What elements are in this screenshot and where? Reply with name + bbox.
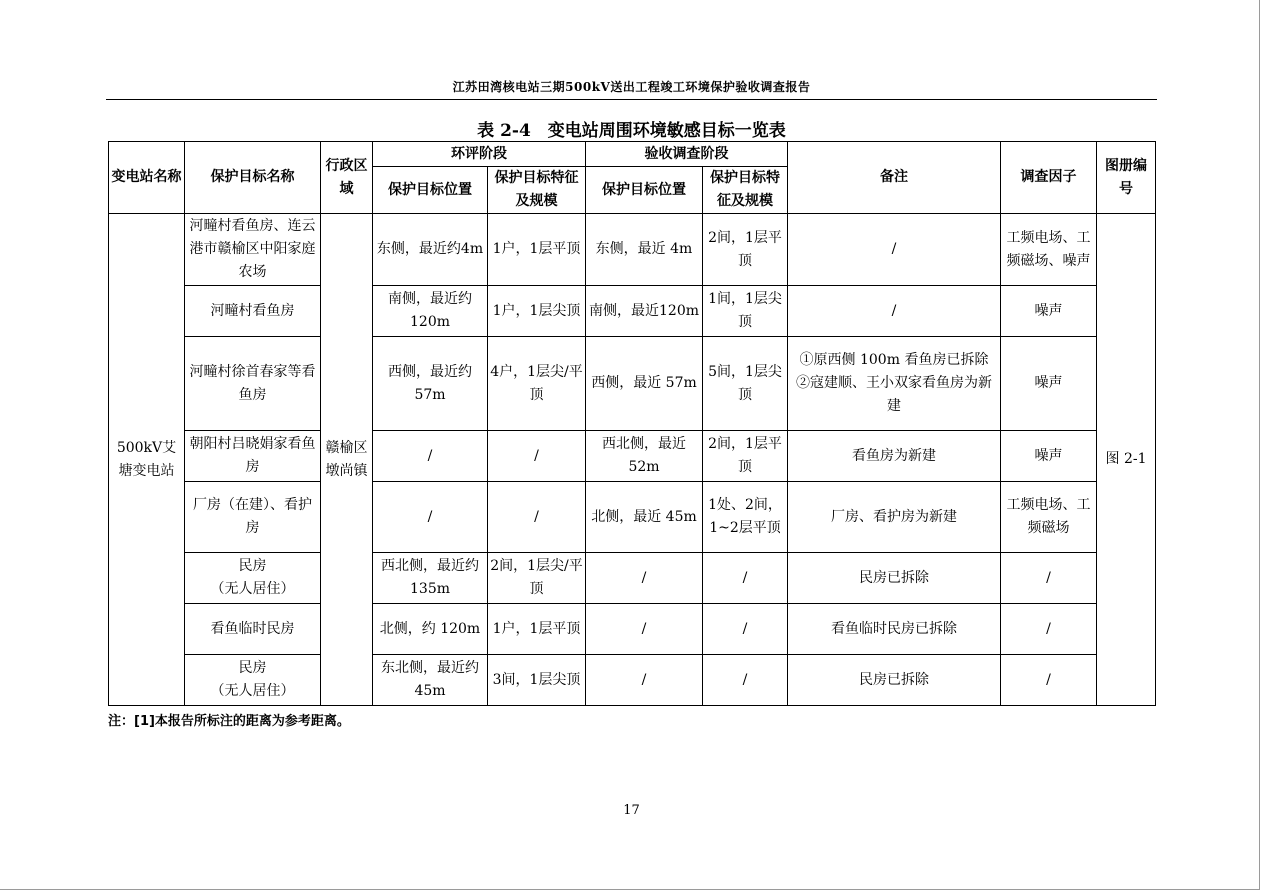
survey-features-cell: / [703,655,788,706]
table-row [109,431,1156,482]
table-row [109,655,1156,706]
eia-features-cell: / [488,431,586,482]
factors-cell: / [1001,655,1097,706]
eia-features-cell: / [488,482,586,553]
table-row [109,553,1156,604]
target-name-cell: 朝阳村吕晓娟家看鱼房 [185,431,321,482]
target-name-cell: 河疃村看鱼房、连云港市赣榆区中阳家庭农场 [185,214,321,286]
header-factors: 调查因子 [1001,142,1097,214]
eia-position-cell: 西北侧，最近约135m [373,553,488,604]
header-eia-position: 保护目标位置 [373,167,488,214]
remarks-cell: 看鱼临时民房已拆除 [788,604,1001,655]
remarks-cell: ①原西侧 100m 看鱼房已拆除 ②寇建顺、王小双家看鱼房为新建 [788,337,1001,431]
table-row [109,604,1156,655]
eia-position-cell: 南侧，最近约120m [373,286,488,337]
figure-ref-cell: 图 2-1 [1097,214,1156,706]
remarks-cell: 看鱼房为新建 [788,431,1001,482]
region-cell: 赣榆区墩尚镇 [321,214,373,706]
header-target: 保护目标名称 [185,142,321,214]
header-survey-features: 保护目标特征及规模 [703,167,788,214]
survey-features-cell: / [703,553,788,604]
eia-features-cell: 1户，1层尖顶 [488,286,586,337]
survey-features-cell: 5间，1层尖顶 [703,337,788,431]
factors-cell: / [1001,604,1097,655]
header-survey-position: 保护目标位置 [586,167,703,214]
survey-features-cell: 1处、2间，1~2层平顶 [703,482,788,553]
header-figure: 图册编号 [1097,142,1156,214]
survey-features-cell: 1间，1层尖顶 [703,286,788,337]
header-region: 行政区域 [321,142,373,214]
eia-position-cell: 北侧，约 120m [373,604,488,655]
eia-features-cell: 3间，1层尖顶 [488,655,586,706]
factors-cell: 噪声 [1001,337,1097,431]
survey-position-cell: / [586,553,703,604]
header-rule [106,99,1157,100]
remarks-cell: 民房已拆除 [788,655,1001,706]
eia-position-cell: / [373,482,488,553]
factors-cell: 噪声 [1001,431,1097,482]
factors-cell: 工频电场、工频磁场 [1001,482,1097,553]
page-number: 17 [623,803,640,818]
target-name-cell: 河疃村看鱼房 [185,286,321,337]
eia-features-cell: 1户，1层平顶 [488,214,586,286]
running-header: 江苏田湾核电站三期500kV送出工程竣工环境保护验收调查报告 [452,80,811,94]
survey-features-cell: / [703,604,788,655]
remarks-cell: / [788,286,1001,337]
factors-cell: 噪声 [1001,286,1097,337]
table-row [109,482,1156,553]
target-name-cell: 厂房（在建）、看护房 [185,482,321,553]
sensitive-targets-table [108,141,1156,706]
eia-position-cell: 西侧，最近约57m [373,337,488,431]
survey-position-cell: / [586,604,703,655]
header-eia-features: 保护目标特征及规模 [488,167,586,214]
header-eia-stage: 环评阶段 [373,142,586,167]
eia-position-cell: 东北侧，最近约45m [373,655,488,706]
station-name-cell: 500kV艾塘变电站 [109,214,185,706]
target-name-cell: 河疃村徐首春家等看鱼房 [185,337,321,431]
eia-features-cell: 2间，1层尖/平顶 [488,553,586,604]
survey-position-cell: 北侧，最近 45m [586,482,703,553]
target-name-cell: 民房 （无人居住） [185,553,321,604]
survey-position-cell: 东侧，最近 4m [586,214,703,286]
survey-position-cell: 南侧，最近120m [586,286,703,337]
target-name-cell: 看鱼临时民房 [185,604,321,655]
table-note: 注：[1]本报告所标注的距离为参考距离。 [108,714,350,729]
survey-position-cell: 西侧，最近 57m [586,337,703,431]
eia-position-cell: / [373,431,488,482]
factors-cell: / [1001,553,1097,604]
header-survey-stage: 验收调查阶段 [586,142,788,167]
target-name-cell: 民房 （无人居住） [185,655,321,706]
factors-cell: 工频电场、工频磁场、噪声 [1001,214,1097,286]
survey-features-cell: 2间，1层平顶 [703,214,788,286]
table-title: 表 2-4 变电站周围环境敏感目标一览表 [477,121,786,141]
remarks-cell: / [788,214,1001,286]
remarks-cell: 民房已拆除 [788,553,1001,604]
table-row [109,214,1156,286]
eia-position-cell: 东侧，最近约4m [373,214,488,286]
eia-features-cell: 4户，1层尖/平顶 [488,337,586,431]
eia-features-cell: 1户，1层平顶 [488,604,586,655]
table-row [109,337,1156,431]
survey-features-cell: 2间，1层平顶 [703,431,788,482]
survey-position-cell: / [586,655,703,706]
remarks-cell: 厂房、看护房为新建 [788,482,1001,553]
header-remarks: 备注 [788,142,1001,214]
survey-position-cell: 西北侧，最近52m [586,431,703,482]
header-station: 变电站名称 [109,142,185,214]
table-row [109,286,1156,337]
